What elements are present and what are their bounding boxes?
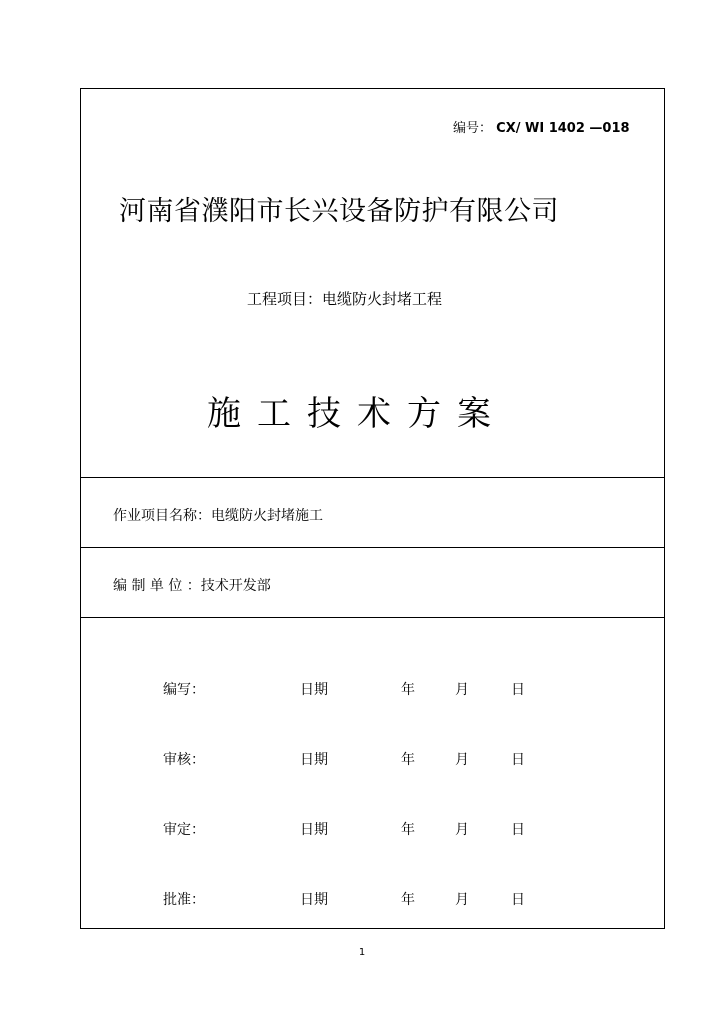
signature-role: 批准：: [163, 892, 205, 908]
project-line: 工程项目：电缆防火封堵工程: [247, 290, 443, 308]
document-number-label: 编号：: [453, 121, 493, 136]
signature-role: 审定：: [163, 822, 205, 838]
company-name: 河南省濮阳市长兴设备防护有限公司: [119, 196, 559, 227]
divider: [81, 477, 664, 478]
date-label: 日期: [300, 822, 328, 838]
date-label: 日期: [300, 892, 328, 908]
year-label: 年: [401, 892, 415, 908]
month-label: 月: [455, 892, 469, 908]
divider: [81, 547, 664, 548]
day-label: 日: [511, 682, 525, 698]
compiling-unit: 编 制 单 位 ：技术开发部: [113, 578, 271, 594]
day-label: 日: [511, 892, 525, 908]
signature-role: 编写：: [163, 682, 205, 698]
date-label: 日期: [300, 682, 328, 698]
signature-role: 审核：: [163, 752, 205, 768]
document-number-value: CX/ WI 1402 —018: [496, 121, 630, 136]
document-number: [453, 117, 630, 136]
day-label: 日: [511, 752, 525, 768]
divider: [81, 617, 664, 618]
year-label: 年: [401, 682, 415, 698]
month-label: 月: [455, 752, 469, 768]
document-frame: [80, 88, 665, 929]
year-label: 年: [401, 752, 415, 768]
work-item-name: 作业项目名称：电缆防火封堵施工: [113, 508, 323, 524]
year-label: 年: [401, 822, 415, 838]
page-number: 1: [358, 947, 366, 958]
date-label: 日期: [300, 752, 328, 768]
month-label: 月: [455, 822, 469, 838]
day-label: 日: [511, 822, 525, 838]
month-label: 月: [455, 682, 469, 698]
plan-title: 施工技术方案: [207, 394, 507, 434]
